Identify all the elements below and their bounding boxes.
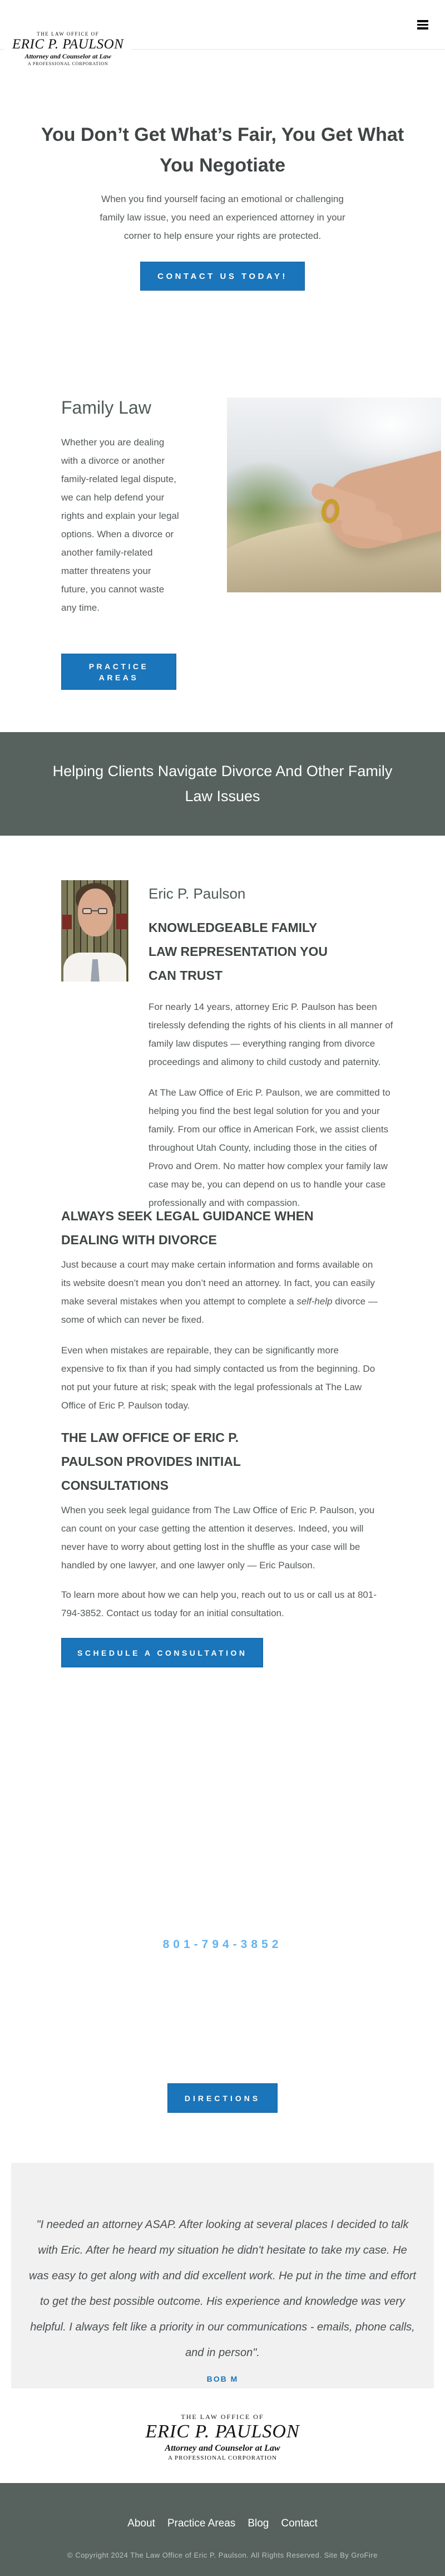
consultations-paragraph-2: To learn more about how we can help you, reach out to us or call us at 801-794-3852. Contact us today for an initial consultation.: [61, 1589, 377, 1618]
attorney-section: [0, 836, 445, 1748]
family-law-body: Whether you are dealing with a divorce or another family-related legal dispute, we can help defend your rights and explain your legal options. When a divorce or another family-related matter threatens your future, you cannot waste any time.: [61, 437, 179, 613]
tagline-banner: [0, 732, 445, 836]
consultations-heading: THE LAW OFFICE OF ERIC P. PAULSON PROVIDES INITIAL CONSULTATIONS: [61, 1430, 241, 1493]
attorney-photo: [61, 880, 128, 982]
site-footer: [0, 2483, 445, 2576]
schedule-consultation-button[interactable]: SCHEDULE A CONSULTATION: [61, 1638, 263, 1667]
guidance-paragraph-1: Just because a court may make certain information and forms available on its website doesn’t mean you don’t need an attorney. In fact, you can easily make several mistakes when you attempt to complete a self-help divorce — some of which can never be fixed.: [61, 1259, 378, 1325]
family-law-section: [0, 362, 445, 732]
footer-nav: [0, 2516, 445, 2531]
attorney-headline: KNOWLEDGEABLE FAMILY LAW REPRESENTATION YOU CAN TRUST: [149, 920, 328, 983]
contact-section: [0, 1748, 445, 2163]
testimonial-section: [0, 2163, 445, 2388]
contact-us-button[interactable]: CONTACT US TODAY!: [140, 262, 305, 291]
logo-line-name: ERIC P. PAULSON: [12, 37, 124, 52]
testimonial-quote: "I needed an attorney ASAP. After looking at several places I decided to talk with Eric. After he heard my situation he didn't hesitate to take my case. He was easy to get along with and did excellent work. He put in the time and effort to get the best possible outcome. His experience and knowledge was very helpful. I always felt like a priority in our communications - emails, phone calls, and in person".: [29, 2219, 416, 2359]
hero-subtitle: When you find yourself facing an emotional or challenging family law issue, you need an experienced attorney in your corner to help ensure your rights are protected.: [100, 194, 345, 241]
consultations-paragraph-1: When you seek legal guidance from The Law Office of Eric P. Paulson, you can count on your case getting the attention it deserves. Indeed, you will never have to worry about getting lost in the shuffle as your case will be handled by one lawyer, and one lawyer only — Eric Paulson.: [61, 1505, 375, 1571]
testimonial-card: [11, 2163, 434, 2388]
footer-nav-practice-areas[interactable]: Practice Areas: [167, 2518, 236, 2529]
family-law-title: Family Law: [61, 398, 151, 418]
logo-line-corporation: A PROFESSIONAL CORPORATION: [27, 61, 108, 66]
attorney-name: Eric P. Paulson: [149, 885, 246, 902]
footer-logo-line-name: ERIC P. PAULSON: [145, 2421, 300, 2442]
practice-areas-button[interactable]: PRACTICE AREAS: [61, 654, 176, 690]
site-logo[interactable]: [4, 30, 131, 68]
footer-nav-contact[interactable]: Contact: [281, 2518, 318, 2529]
hero-title: You Don’t Get What’s Fair, You Get What You Negotiate: [41, 124, 404, 176]
menu-icon[interactable]: [417, 20, 429, 30]
copyright-text: © Copyright 2024 The Law Office of Eric P. Paulson. All Rights Reserved. Site By GroFire: [67, 2551, 378, 2559]
footer-logo-line-attorney: Attorney and Counselor at Law: [165, 2443, 280, 2453]
site-header: [0, 0, 445, 72]
guidance-paragraph-2: Even when mistakes are repairable, they can be significantly more expensive to fix than if you had simply contacted us from the beginning. Do not put your future at risk; speak with the legal professionals at The Law Office of Eric P. Paulson today.: [61, 1345, 375, 1411]
footer-logo-line-office: THE LAW OFFICE OF: [181, 2413, 264, 2421]
attorney-paragraph-2: At The Law Office of Eric P. Paulson, we are committed to helping you find the best legal solution for you and your family. From our office in American Fork, we assist clients throughout Utah County, including those in the cities of Provo and Orem. No matter how complex your family law case may be, you can depend on us to handle your case professionally and with compassion.: [149, 1087, 390, 1208]
wedding-rings-photo: [227, 398, 441, 592]
attorney-paragraph-1: For nearly 14 years, attorney Eric P. Paulson has been tirelessly defending the rights of his clients in all manner of family law disputes — everything ranging from divorce proceedings and alimony to child custody and paternity.: [149, 1002, 393, 1067]
phone-number-link[interactable]: 801-794-3852: [162, 1938, 283, 1951]
footer-nav-about[interactable]: About: [127, 2518, 155, 2529]
guidance-heading: ALWAYS SEEK LEGAL GUIDANCE WHEN DEALING WITH DIVORCE: [61, 1209, 314, 1247]
logo-line-attorney: Attorney and Counselor at Law: [24, 52, 111, 60]
banner-title: Helping Clients Navigate Divorce And Other Family Law Issues: [52, 763, 393, 804]
footer-logo: [0, 2388, 445, 2483]
hero-section: [0, 72, 445, 362]
testimonial-author: BOB M: [206, 2374, 239, 2383]
footer-nav-blog[interactable]: Blog: [248, 2518, 269, 2529]
directions-button[interactable]: DIRECTIONS: [167, 2083, 278, 2113]
footer-logo-line-corporation: A PROFESSIONAL CORPORATION: [167, 2455, 278, 2461]
self-help-emphasis: self-help: [296, 1296, 333, 1307]
logo-line-office: THE LAW OFFICE OF: [37, 31, 100, 37]
glasses-icon: [82, 908, 92, 914]
